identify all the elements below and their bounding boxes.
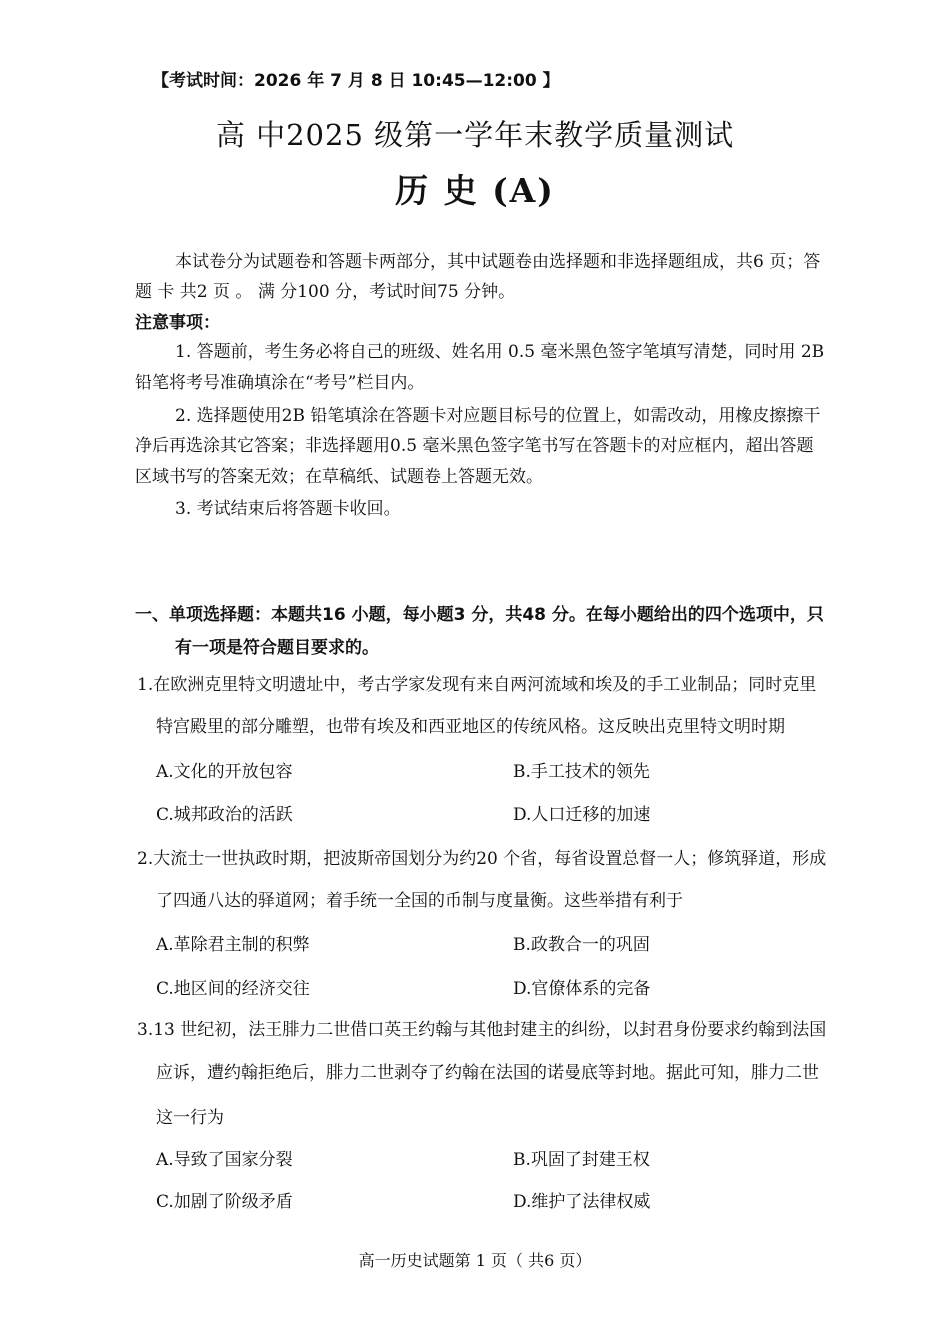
question-3-line-2: 应诉，遭约翰拒绝后，腓力二世剥夺了约翰在法国的诺曼底等封地。据此可知，腓力二世 bbox=[156, 1063, 819, 1083]
subject-title: 历 史 (A) bbox=[395, 171, 555, 210]
q1-option-b: B.手工技术的领先 bbox=[513, 762, 650, 782]
section-1-line-2: 有一项是符合题目要求的。 bbox=[175, 638, 379, 658]
note-2-line-3: 区域书写的答案无效；在草稿纸、试题卷上答题无效。 bbox=[135, 467, 543, 487]
intro-line-2: 题 卡 共2 页 。 满 分100 分，考试时间75 分钟。 bbox=[135, 282, 516, 302]
exam-time: 【考试时间：2026 年 7 月 8 日 10:45—12:00 】 bbox=[152, 71, 560, 91]
q2-option-a: A.革除君主制的积弊 bbox=[156, 935, 310, 955]
note-3: 3. 考试结束后将答题卡收回。 bbox=[175, 499, 401, 519]
question-1-line-2: 特宫殿里的部分雕塑，也带有埃及和西亚地区的传统风格。这反映出克里特文明时期 bbox=[156, 717, 785, 737]
section-1-line-1: 一、单项选择题：本题共16 小题，每小题3 分，共48 分。在每小题给出的四个选项中，只 bbox=[135, 605, 824, 625]
q2-option-d: D.官僚体系的完备 bbox=[513, 979, 651, 999]
q1-option-d: D.人口迁移的加速 bbox=[513, 805, 651, 825]
question-2-line-2: 了四通八达的驿道网；着手统一全国的币制与度量衡。这些举措有利于 bbox=[156, 891, 683, 911]
exam-title: 高 中2025 级第一学年末教学质量测试 bbox=[215, 118, 735, 152]
question-2-line-1: 2.大流士一世执政时期，把波斯帝国划分为约20 个省，每省设置总督一人；修筑驿道，形成 bbox=[137, 849, 827, 869]
question-3-line-1: 3.13 世纪初，法王腓力二世借口英王约翰与其他封建主的纠纷，以封君身份要求约翰到法国 bbox=[137, 1020, 827, 1040]
question-3-line-3: 这一行为 bbox=[156, 1108, 224, 1128]
q3-option-c: C.加剧了阶级矛盾 bbox=[156, 1192, 293, 1212]
q3-option-b: B.巩固了封建王权 bbox=[513, 1150, 650, 1170]
q3-option-d: D.维护了法律权威 bbox=[513, 1192, 651, 1212]
q3-option-a: A.导致了国家分裂 bbox=[156, 1150, 293, 1170]
note-2-line-2: 净后再选涂其它答案；非选择题用0.5 毫米黑色签字笔书写在答题卡的对应框内，超出答题 bbox=[135, 436, 814, 456]
note-2-line-1: 2. 选择题使用2B 铅笔填涂在答题卡对应题目标号的位置上，如需改动，用橡皮擦擦干 bbox=[175, 406, 821, 426]
intro-line-1: 本试卷分为试题卷和答题卡两部分，其中试题卷由选择题和非选择题组成，共6 页；答 bbox=[175, 252, 821, 272]
q2-option-c: C.地区间的经济交往 bbox=[156, 979, 310, 999]
note-1-line-1: 1. 答题前，考生务必将自己的班级、姓名用 0.5 毫米黑色签字笔填写清楚，同时用 2B bbox=[175, 342, 825, 362]
notes-heading: 注意事项： bbox=[135, 313, 220, 333]
q1-option-c: C.城邦政治的活跃 bbox=[156, 805, 293, 825]
question-1-line-1: 1.在欧洲克里特文明遗址中，考古学家发现有来自两河流域和埃及的手工业制品；同时克里 bbox=[137, 675, 817, 695]
note-1-line-2: 铅笔将考号准确填涂在“考号”栏目内。 bbox=[135, 373, 425, 393]
q1-option-a: A.文化的开放包容 bbox=[156, 762, 293, 782]
q2-option-b: B.政教合一的巩固 bbox=[513, 935, 650, 955]
page-footer: 高一历史试题第 1 页（ 共6 页） bbox=[358, 1251, 592, 1270]
